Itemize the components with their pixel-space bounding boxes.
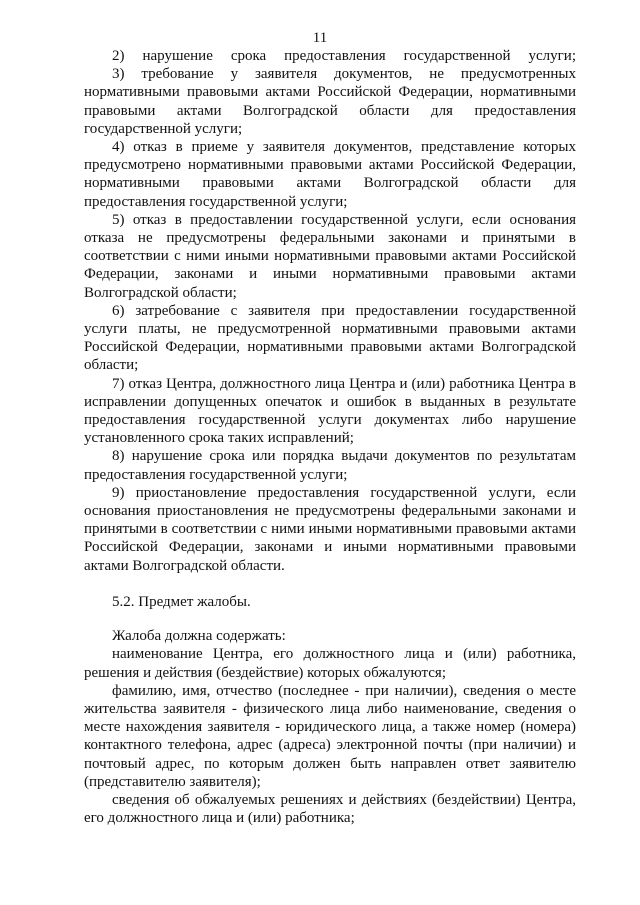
section-heading: 5.2. Предмет жалобы. xyxy=(112,593,251,610)
list-item-5: 5) отказ в предоставлении государственной услуги, если основания отказа не предусмотрены федеральными законами и принятыми в соответствии с ними иными нормативными правовыми актами Российской Федерации, законами и иными нормативными правовыми актами Волгоградской области; xyxy=(84,211,576,301)
complaint-item-applicant-info: фамилию, имя, отчество (последнее - при наличии), сведения о месте жительства заявителя - физического лица либо наименование, сведения о месте нахождения заявителя - юридического лица, а также номер (номера) контактного телефона, адрес (адреса) электронной почты (при наличии) и почтовый адрес, по которым должен быть направлен ответ заявителю (представителю заявителя); xyxy=(84,682,576,790)
list-item-6: 6) затребование с заявителя при предоставлении государственной услуги платы, не предусмотренной нормативными правовыми актами Российской Федерации, нормативными правовыми актами Волгоградской области; xyxy=(84,302,576,374)
list-item-3: 3) требование у заявителя документов, не предусмотренных нормативными правовыми актами Российской Федерации, нормативными правовыми актами Волгоградской области для предоставления государственной услуги; xyxy=(84,66,576,137)
list-item-7: 7) отказ Центра, должностного лица Центра и (или) работника Центра в исправлении допущенных опечаток и ошибок в выданных в результате предоставления государственной услуги документах либо нарушение установленного срока таких исправлений; xyxy=(84,375,576,447)
complaint-intro: Жалоба должна содержать: xyxy=(112,628,286,645)
list-item-4: 4) отказ в приеме у заявителя документов, представление которых предусмотрено нормативными правовыми актами Российской Федерации, нормативными правовыми актами Волгоградской области для предоставления государственной услуги; xyxy=(84,139,576,210)
list-item-2: 2) нарушение срока предоставления государственной услуги; xyxy=(112,48,576,64)
complaint-item-decisions: сведения об обжалуемых решениях и действиях (бездействии) Центра, его должностного лица и (или) работника; xyxy=(84,791,576,827)
complaint-item-center-name: наименование Центра, его должностного лица и (или) работника, решения и действия (бездействие) которых обжалуются; xyxy=(84,646,576,681)
document-body xyxy=(84,47,576,827)
list-item-8: 8) нарушение срока или порядка выдачи документов по результатам предоставления государственной услуги; xyxy=(84,448,576,483)
page-number: 11 xyxy=(312,30,328,46)
list-item-9: 9) приостановление предоставления государственной услуги, если основания приостановления не предусмотрены федеральными законами и принятыми в соответствии с ними иными нормативными правовыми актами Российской Федерации, законами и иными нормативными правовыми актами Волгоградской области. xyxy=(84,484,576,574)
